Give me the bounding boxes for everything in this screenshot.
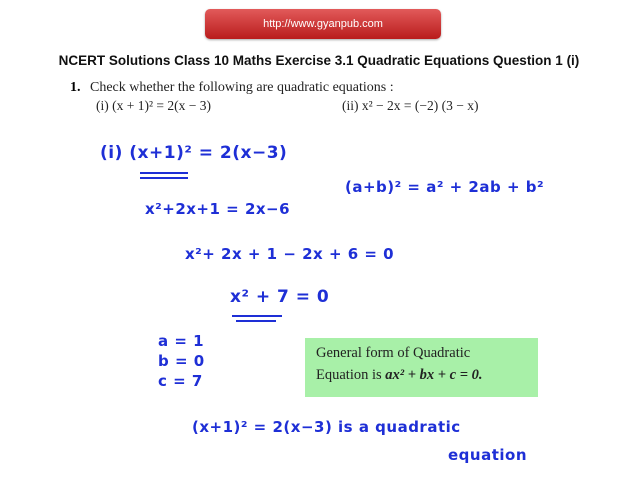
solution-line-3: x²+ 2x + 1 − 2x + 6 = 0: [185, 245, 395, 263]
conclusion-line-2: equation: [448, 446, 528, 464]
question-part-ii: (ii) x² − 2x = (−2) (3 − x): [342, 98, 479, 113]
url-banner[interactable]: http://www.gyanpub.com: [205, 9, 441, 39]
general-form-formula: ax² + bx + c = 0.: [385, 367, 483, 383]
coefficient-a: a = 1: [158, 332, 205, 350]
coefficient-c: c = 7: [158, 372, 203, 390]
general-form-text: Equation is: [316, 367, 382, 383]
question-number: 1.: [70, 80, 81, 95]
general-form-line-2: [316, 367, 482, 384]
solution-line-2: x²+2x+1 = 2x−6: [145, 200, 291, 218]
coefficient-b: b = 0: [158, 352, 205, 370]
page-title: NCERT Solutions Class 10 Maths Exercise 3.1 Quadratic Equations Question 1 (i): [58, 53, 580, 68]
underline: [232, 315, 282, 317]
solution-line-1: (i) (x+1)² = 2(x−3): [100, 143, 288, 163]
underline: [236, 320, 276, 322]
general-form-line-1: General form of Quadratic: [316, 345, 471, 361]
conclusion-line-1: (x+1)² = 2(x−3) is a quadratic: [192, 418, 461, 436]
underline: [140, 172, 188, 174]
underline: [140, 177, 188, 179]
identity-formula: (a+b)² = a² + 2ab + b²: [345, 178, 545, 196]
solution-line-4: x² + 7 = 0: [230, 287, 330, 307]
question-part-i: (i) (x + 1)² = 2(x − 3): [96, 98, 211, 113]
question-heading: Check whether the following are quadratic equations :: [90, 80, 394, 95]
